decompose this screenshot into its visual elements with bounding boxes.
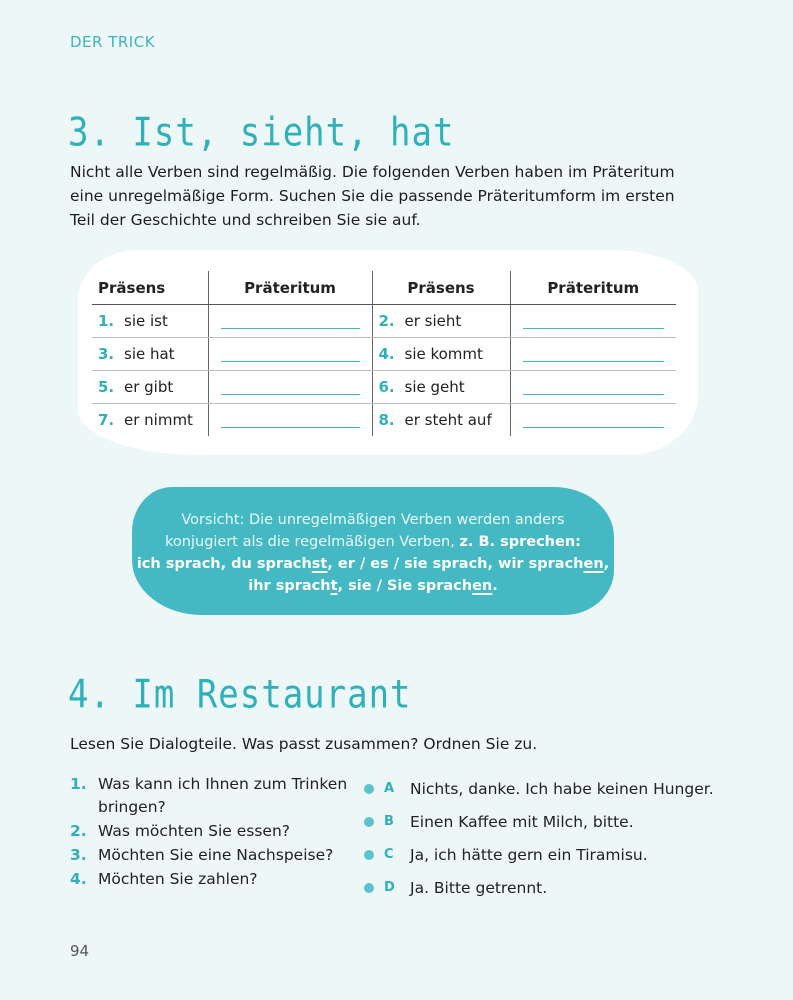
answer-blank[interactable] [523,314,665,329]
running-head: DER TRICK [70,33,156,51]
note-ending: t [330,578,338,594]
item-number: 8. [378,411,395,429]
note-text: . [492,578,498,594]
column-header: Präteritum [510,271,676,305]
item-number: 6. [378,378,395,396]
match-dot-icon[interactable] [364,784,374,794]
note-ending: st [311,556,328,572]
note-text: ich sprach, du sprach [136,556,312,572]
note-ending: en [472,578,493,594]
answer-blank[interactable] [523,380,665,395]
note-text: konjugiert als die regelmäßigen Verben, [165,534,455,550]
question-text: Möchten Sie eine Nachspeise? [98,846,334,864]
answer-blank[interactable] [221,347,360,362]
list-item [70,868,360,891]
verb-present: sie kommt [404,345,483,363]
item-number: 5. [98,378,115,396]
verb-present: er nimmt [124,411,193,429]
verb-present: er sieht [404,312,462,330]
answer-blank[interactable] [523,347,665,362]
list-item [364,871,764,904]
match-dot-icon[interactable] [364,817,374,827]
answer-blank[interactable] [221,380,360,395]
verb-present: sie ist [124,312,168,330]
item-number: 1. [98,312,115,330]
question-number: 3. [70,846,87,864]
intro-line: Nicht alle Verben sind regelmäßig. Die folgenden Verben haben im Präteritum [70,163,675,181]
list-item [364,838,764,871]
question-number: 2. [70,822,87,840]
intro-line: eine unregelmäßige Form. Suchen Sie die passende Präteritumform im ersten [70,187,675,205]
list-item [70,844,360,867]
answer-letter: A [384,781,395,796]
item-number: 4. [378,345,395,363]
section-4-instruction: Lesen Sie Dialogteile. Was passt zusammen? Ordnen Sie zu. [70,735,538,753]
note-text: , er / es / sie sprach, wir sprach [327,556,584,572]
list-item [364,805,764,838]
answer-text: Einen Kaffee mit Milch, bitte. [410,812,634,831]
table-row [92,404,676,437]
table-row [92,338,676,371]
item-number: 7. [98,411,115,429]
column-header: Präteritum [208,271,372,305]
verb-present: er steht auf [404,411,492,429]
item-number: 2. [378,312,395,330]
section-3-title: 3. Ist, sieht, hat [68,110,455,156]
list-item [70,773,360,819]
verb-table [92,271,676,436]
answer-blank[interactable] [523,413,665,428]
answer-text: Nichts, danke. Ich habe keinen Hunger. [410,779,714,798]
note-line: Vorsicht: Die unregelmäßigen Verben werden anders [181,512,565,528]
note-line [132,553,614,575]
question-text: Was möchten Sie essen? [98,822,291,840]
note-box [132,487,614,615]
question-number: 4. [70,870,87,888]
note-text: , sie / Sie sprach [337,578,473,594]
question-text: Möchten Sie zahlen? [98,870,258,888]
note-text: , [603,556,610,572]
list-item [70,820,360,843]
verb-present: sie geht [404,378,465,396]
section-4-title: 4. Im Restaurant [68,672,412,718]
answer-list [364,772,764,904]
verb-present: sie hat [124,345,175,363]
note-example: z. B. sprechen: [459,534,581,550]
column-header: Präsens [372,271,510,305]
page-number: 94 [70,942,90,960]
note-text: ihr sprach [248,578,331,594]
answer-letter: D [384,880,395,895]
answer-letter: B [384,814,394,829]
section-3-intro [70,160,710,232]
answer-letter: C [384,847,394,862]
match-dot-icon[interactable] [364,883,374,893]
table-row [92,371,676,404]
intro-line: Teil der Geschichte und schreiben Sie sie auf. [70,211,421,229]
list-item [364,772,764,805]
question-list [70,773,360,892]
match-dot-icon[interactable] [364,850,374,860]
question-text: Was kann ich Ihnen zum Trinken bringen? [98,775,348,816]
column-header: Präsens [92,271,208,305]
question-number: 1. [70,775,87,793]
answer-blank[interactable] [221,413,360,428]
note-line [132,575,614,597]
answer-text: Ja, ich hätte gern ein Tiramisu. [410,845,648,864]
verb-present: er gibt [124,378,174,396]
answer-blank[interactable] [221,314,360,329]
item-number: 3. [98,345,115,363]
note-ending: en [583,556,604,572]
answer-text: Ja. Bitte getrennt. [410,878,548,897]
note-line [132,531,614,553]
table-row [92,305,676,338]
